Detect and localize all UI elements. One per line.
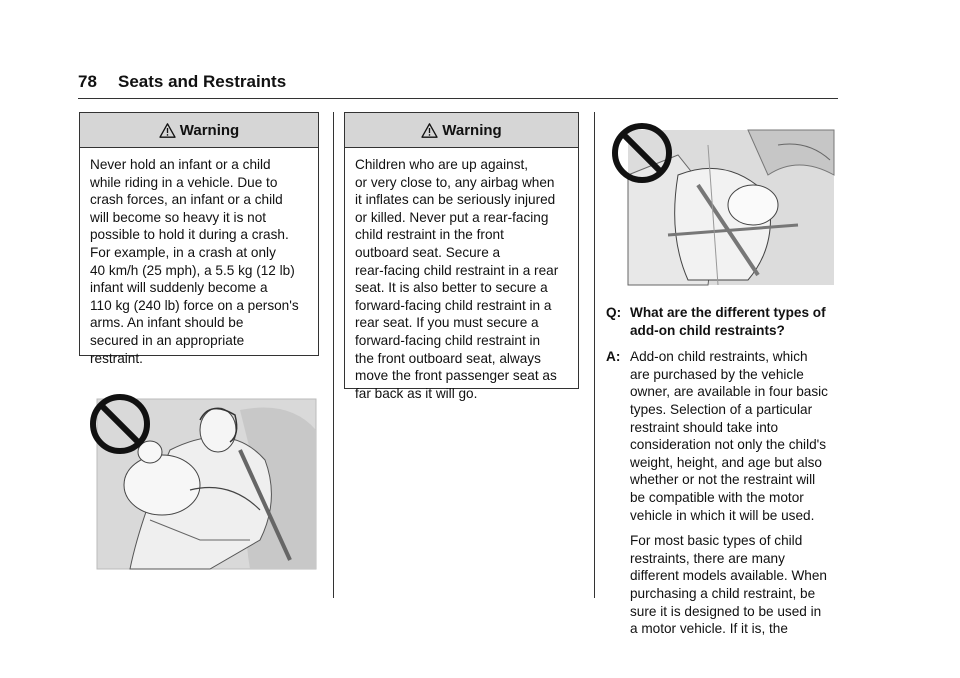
illustration-adult-holding-infant xyxy=(90,390,318,572)
column-divider-right xyxy=(594,112,595,598)
column-divider-left xyxy=(333,112,334,598)
page-header xyxy=(78,72,838,99)
answer-label: A: xyxy=(606,349,621,365)
question xyxy=(606,304,842,339)
warning-title: Warning xyxy=(179,121,240,139)
qa-section xyxy=(606,304,842,638)
warning-text: Never hold an infant or a child while riding in a vehicle. Due to crash forces, an infant or a child will become so heavy it is not possible to hold it during a crash. For example, in a crash at only 40 km/h (25 mph), a 5.5 kg (12 lb) infant will suddenly become a 110 kg (240 lb) force on a person's arms. An infant should be secured in an appropriate restraint. xyxy=(90,157,299,366)
warning-text: Children who are up against, or very close to, any airbag when it inflates can be seriously injured or killed. Never put a rear-facing child restraint in the front outboard seat. Secure a rear-facing child restraint in a rear seat. It is also better to secure a forward-facing child restraint in a rear seat. If you must secure a forward-facing child restraint in the front outboard seat, always move the front passenger seat as far back as it will go. xyxy=(355,157,559,401)
warning-triangle-icon xyxy=(421,123,438,138)
answer-paragraph-1: Add-on child restraints, which are purchased by the vehicle owner, are available in four basic types. Selection of a particular restraint should take into consideration not only the child's weight, height, and age but also whether or not the restraint will be compatible with the motor vehicle in which it will be used. xyxy=(630,349,828,523)
illustration-rear-facing-seat-front xyxy=(608,115,838,287)
question-label: Q: xyxy=(606,305,622,320)
warning-title: Warning xyxy=(442,121,502,139)
answer xyxy=(606,348,842,638)
warning-header xyxy=(80,113,318,148)
warning-box-middle xyxy=(344,112,579,401)
warning-triangle-icon xyxy=(159,123,176,138)
warning-header xyxy=(345,113,578,148)
warning-box-left xyxy=(79,112,319,366)
answer-paragraph-2: For most basic types of child restraints, there are many different models available. When purchasing a child restraint, be sure it is designed to be used in a motor vehicle. If it is, the xyxy=(630,533,827,637)
question-text: What are the different types of add-on child restraints? xyxy=(630,305,826,338)
section-title: Seats and Restraints xyxy=(118,72,287,91)
page-number: 78 xyxy=(78,72,97,91)
